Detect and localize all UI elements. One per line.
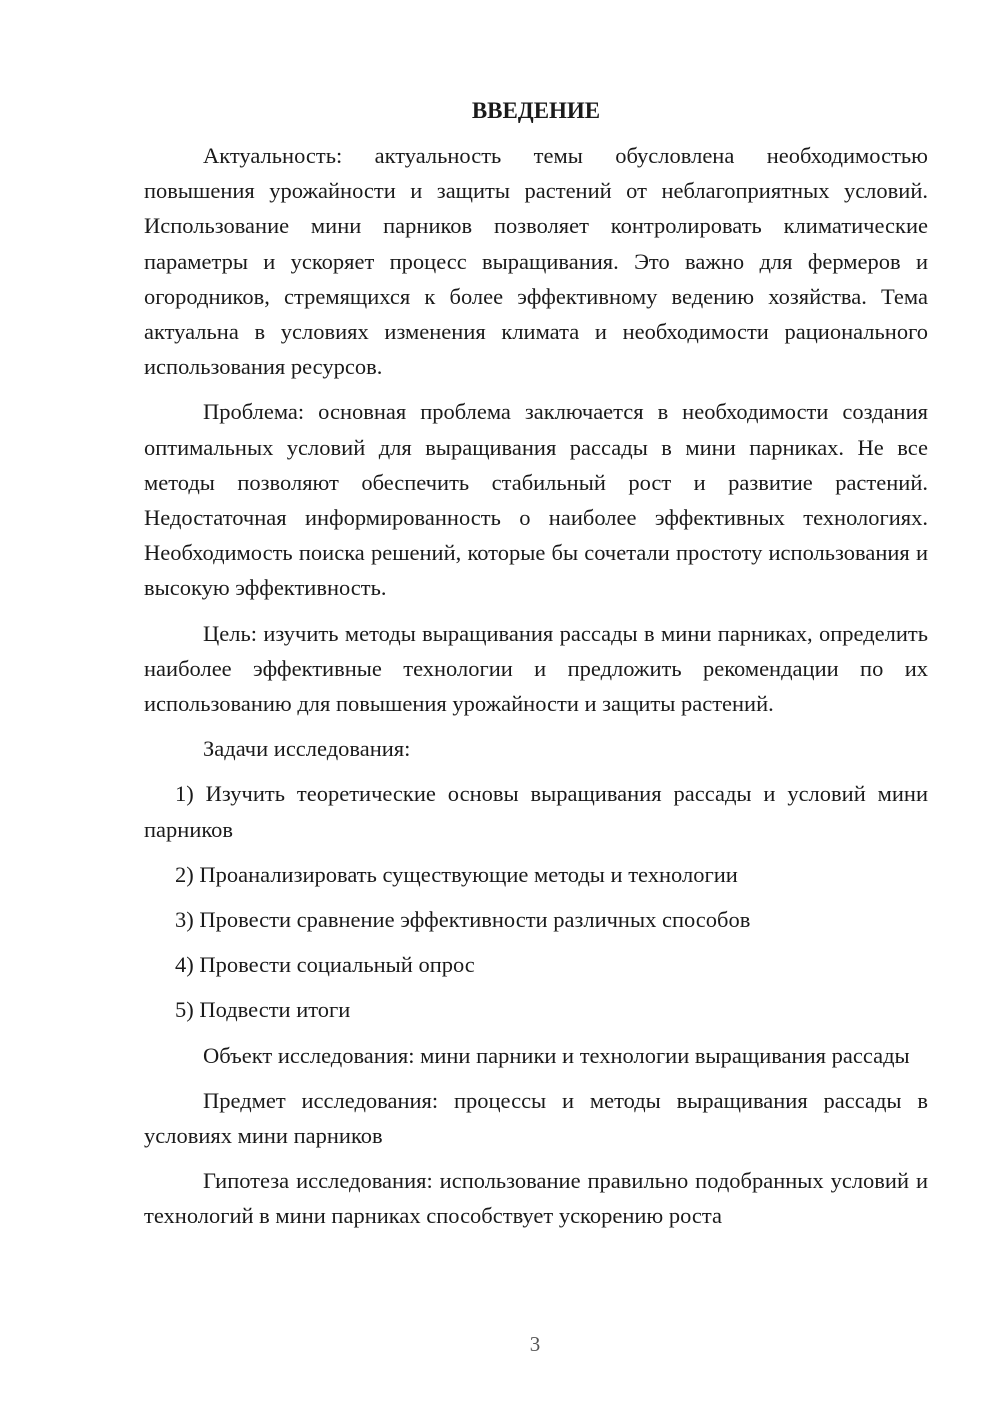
document-heading: ВВЕДЕНИЕ bbox=[471, 98, 601, 123]
object-paragraph: Объект исследования: мини парники и технологии выращивания рассады bbox=[203, 1042, 910, 1068]
relevance-paragraph: Актуальность: актуальность темы обусловлена необходимостью повышения урожайности и защиты растений от неблагоприятных условий. Использование мини парников позволяет контролировать климатические параметры и ускоряет процесс выращивания. Это важно для фермеров и огородников, стремящихся к более эффективному ведению хозяйства. Тема актуальна в условиях изменения климата и необходимости рационального использования ресурсов. bbox=[144, 143, 928, 380]
task-item-5: 5) Подвести итоги bbox=[175, 997, 351, 1023]
page-number: 3 bbox=[529, 1332, 541, 1356]
document-page bbox=[144, 94, 928, 1244]
hypothesis-paragraph: Гипотеза исследования: использование правильно подобранных условий и технологий в мини парниках способствует ускорению роста bbox=[144, 1168, 928, 1229]
task-item-4: 4) Провести социальный опрос bbox=[175, 952, 475, 978]
tasks-heading: Задачи исследования: bbox=[203, 736, 411, 762]
goal-paragraph: Цель: изучить методы выращивания рассады в мини парниках, определить наиболее эффективные технологии и предложить рекомендации по их использованию для повышения урожайности и защиты растений. bbox=[144, 620, 928, 717]
task-item-3: 3) Провести сравнение эффективности различных способов bbox=[175, 907, 751, 933]
task-item-1: 1) Изучить теоретические основы выращивания рассады и условий мини парников bbox=[144, 781, 928, 842]
subject-paragraph: Предмет исследования: процессы и методы выращивания рассады в условиях мини парников bbox=[144, 1087, 928, 1149]
problem-paragraph: Проблема: основная проблема заключается в необходимости создания оптимальных условий для выращивания рассады в мини парниках. Не все методы позволяют обеспечить стабильный рост и развитие растений. Недостаточная информированность о наиболее эффективных технологиях. Необходимость поиска решений, которые бы сочетали простоту использования и высокую эффективность. bbox=[144, 399, 928, 601]
task-item-2: 2) Проанализировать существующие методы и технологии bbox=[175, 861, 738, 887]
